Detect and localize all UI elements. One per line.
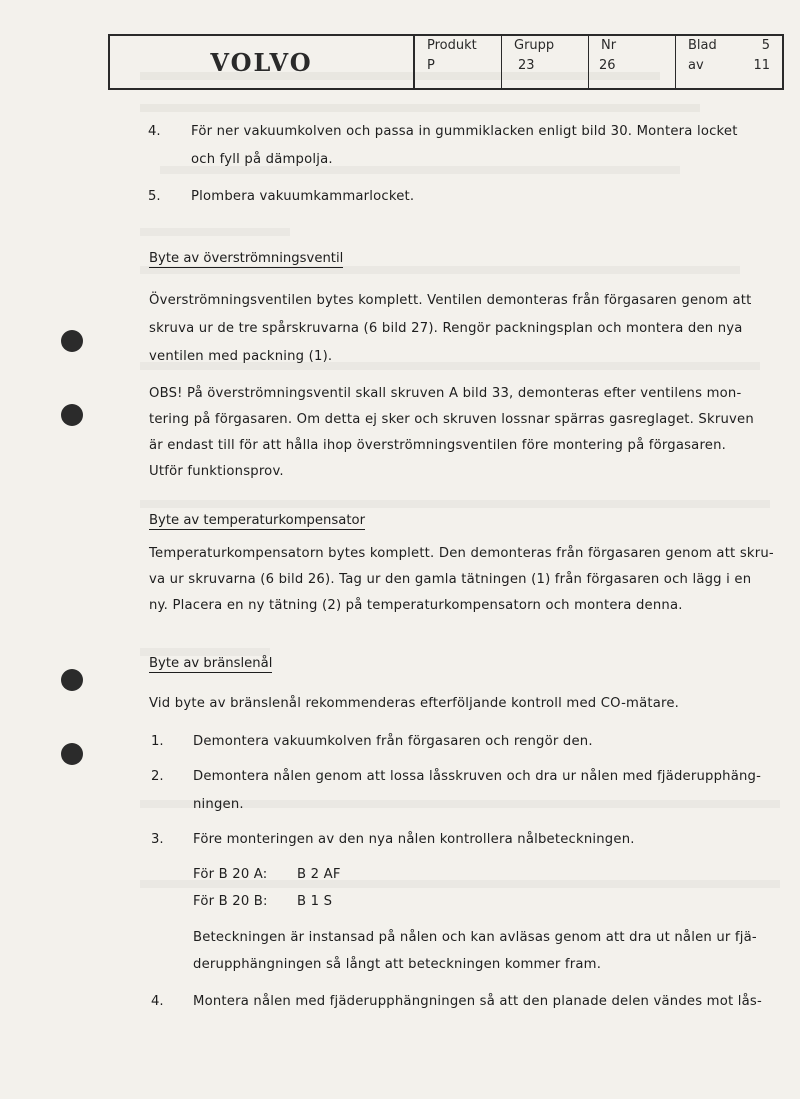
nr-value: 26 — [599, 58, 616, 73]
paragraph-line: OBS! På överströmningsventil skall skruven A bild 33, demonteras efter ventilens mon- — [149, 386, 742, 401]
produkt-value: P — [427, 58, 435, 73]
produkt-label: Produkt — [427, 38, 477, 53]
paragraph-line: ventilen med packning (1). — [149, 349, 333, 364]
paragraph-line: tering på förgasaren. Om detta ej sker och skruven lossnar spärras gasreglaget. Skruven — [149, 412, 754, 427]
step-number: 4. — [148, 124, 161, 139]
step-text-line: Före monteringen av den nya nålen kontrollera nålbeteckningen. — [193, 832, 635, 847]
produkt-cell — [415, 36, 502, 88]
step-number: 2. — [151, 769, 164, 784]
needle-code: B 2 AF — [297, 867, 341, 882]
needle-model: För B 20 A: — [193, 867, 268, 882]
volvo-logo: VOLVO — [210, 47, 313, 77]
step-number: 5. — [148, 189, 161, 204]
punch-hole — [61, 669, 83, 691]
paragraph-line: Temperaturkompensatorn bytes komplett. Den demonteras från förgasaren genom att skru- — [149, 546, 774, 561]
step-number: 1. — [151, 734, 164, 749]
paragraph-line: är endast till för att hålla ihop överströmningsventilen före montering på förgasaren. — [149, 438, 727, 453]
nr-label: Nr — [601, 38, 617, 53]
section-heading: Byte av temperaturkompensator — [149, 513, 366, 528]
blad-value: 5 — [761, 38, 770, 53]
needle-code: B 1 S — [297, 894, 333, 909]
step-text-line: Montera nålen med fjäderupphängningen så att den planade delen vändes mot lås- — [193, 994, 762, 1009]
note-line: Beteckningen är instansad på nålen och kan avläsas genom att dra ut nålen ur fjä- — [193, 930, 757, 945]
paragraph-line: Utför funktionsprov. — [149, 464, 284, 479]
needle-model: För B 20 B: — [193, 894, 268, 909]
section-heading: Byte av bränslenål — [149, 656, 273, 671]
step-text-line: och fyll på dämpolja. — [191, 152, 333, 167]
paragraph-line: Vid byte av bränslenål rekommenderas efterföljande kontroll med CO-mätare. — [149, 696, 680, 711]
grupp-cell — [502, 36, 589, 88]
blad-cell — [676, 36, 782, 88]
punch-hole — [61, 330, 83, 352]
note-line: derupphängningen så långt att beteckningen kommer fram. — [193, 957, 602, 972]
logo-cell — [110, 36, 415, 88]
punch-hole — [61, 404, 83, 426]
grupp-value: 23 — [518, 58, 535, 73]
paragraph-line: Överströmningsventilen bytes komplett. Ventilen demonteras från förgasaren genom att — [149, 293, 752, 308]
paragraph-line: ny. Placera en ny tätning (2) på temperaturkompensatorn och montera denna. — [149, 598, 683, 613]
paragraph-line: va ur skruvarna (6 bild 26). Tag ur den gamla tätningen (1) från förgasaren och lägg i en — [149, 572, 752, 587]
grupp-label: Grupp — [514, 38, 555, 53]
step-number: 4. — [151, 994, 164, 1009]
step-text-line: Demontera vakuumkolven från förgasaren och rengör den. — [193, 734, 593, 749]
step-text-line: Demontera nålen genom att lossa låsskruven och dra ur nålen med fjäderupphäng- — [193, 769, 762, 784]
section-heading: Byte av överströmningsventil — [149, 251, 344, 266]
av-value: 11 — [753, 58, 770, 73]
step-number: 3. — [151, 832, 164, 847]
step-text-line: Plombera vakuumkammarlocket. — [191, 189, 415, 204]
document-header — [108, 34, 784, 90]
nr-cell — [589, 36, 676, 88]
paragraph-line: skruva ur de tre spårskruvarna (6 bild 27). Rengör packningsplan och montera den nya — [149, 321, 743, 336]
step-text-line: För ner vakuumkolven och passa in gummiklacken enligt bild 30. Montera locket — [191, 124, 738, 139]
punch-hole — [61, 743, 83, 765]
av-label: av — [688, 58, 704, 73]
step-text-line: ningen. — [193, 797, 244, 812]
blad-label: Blad — [688, 38, 717, 53]
